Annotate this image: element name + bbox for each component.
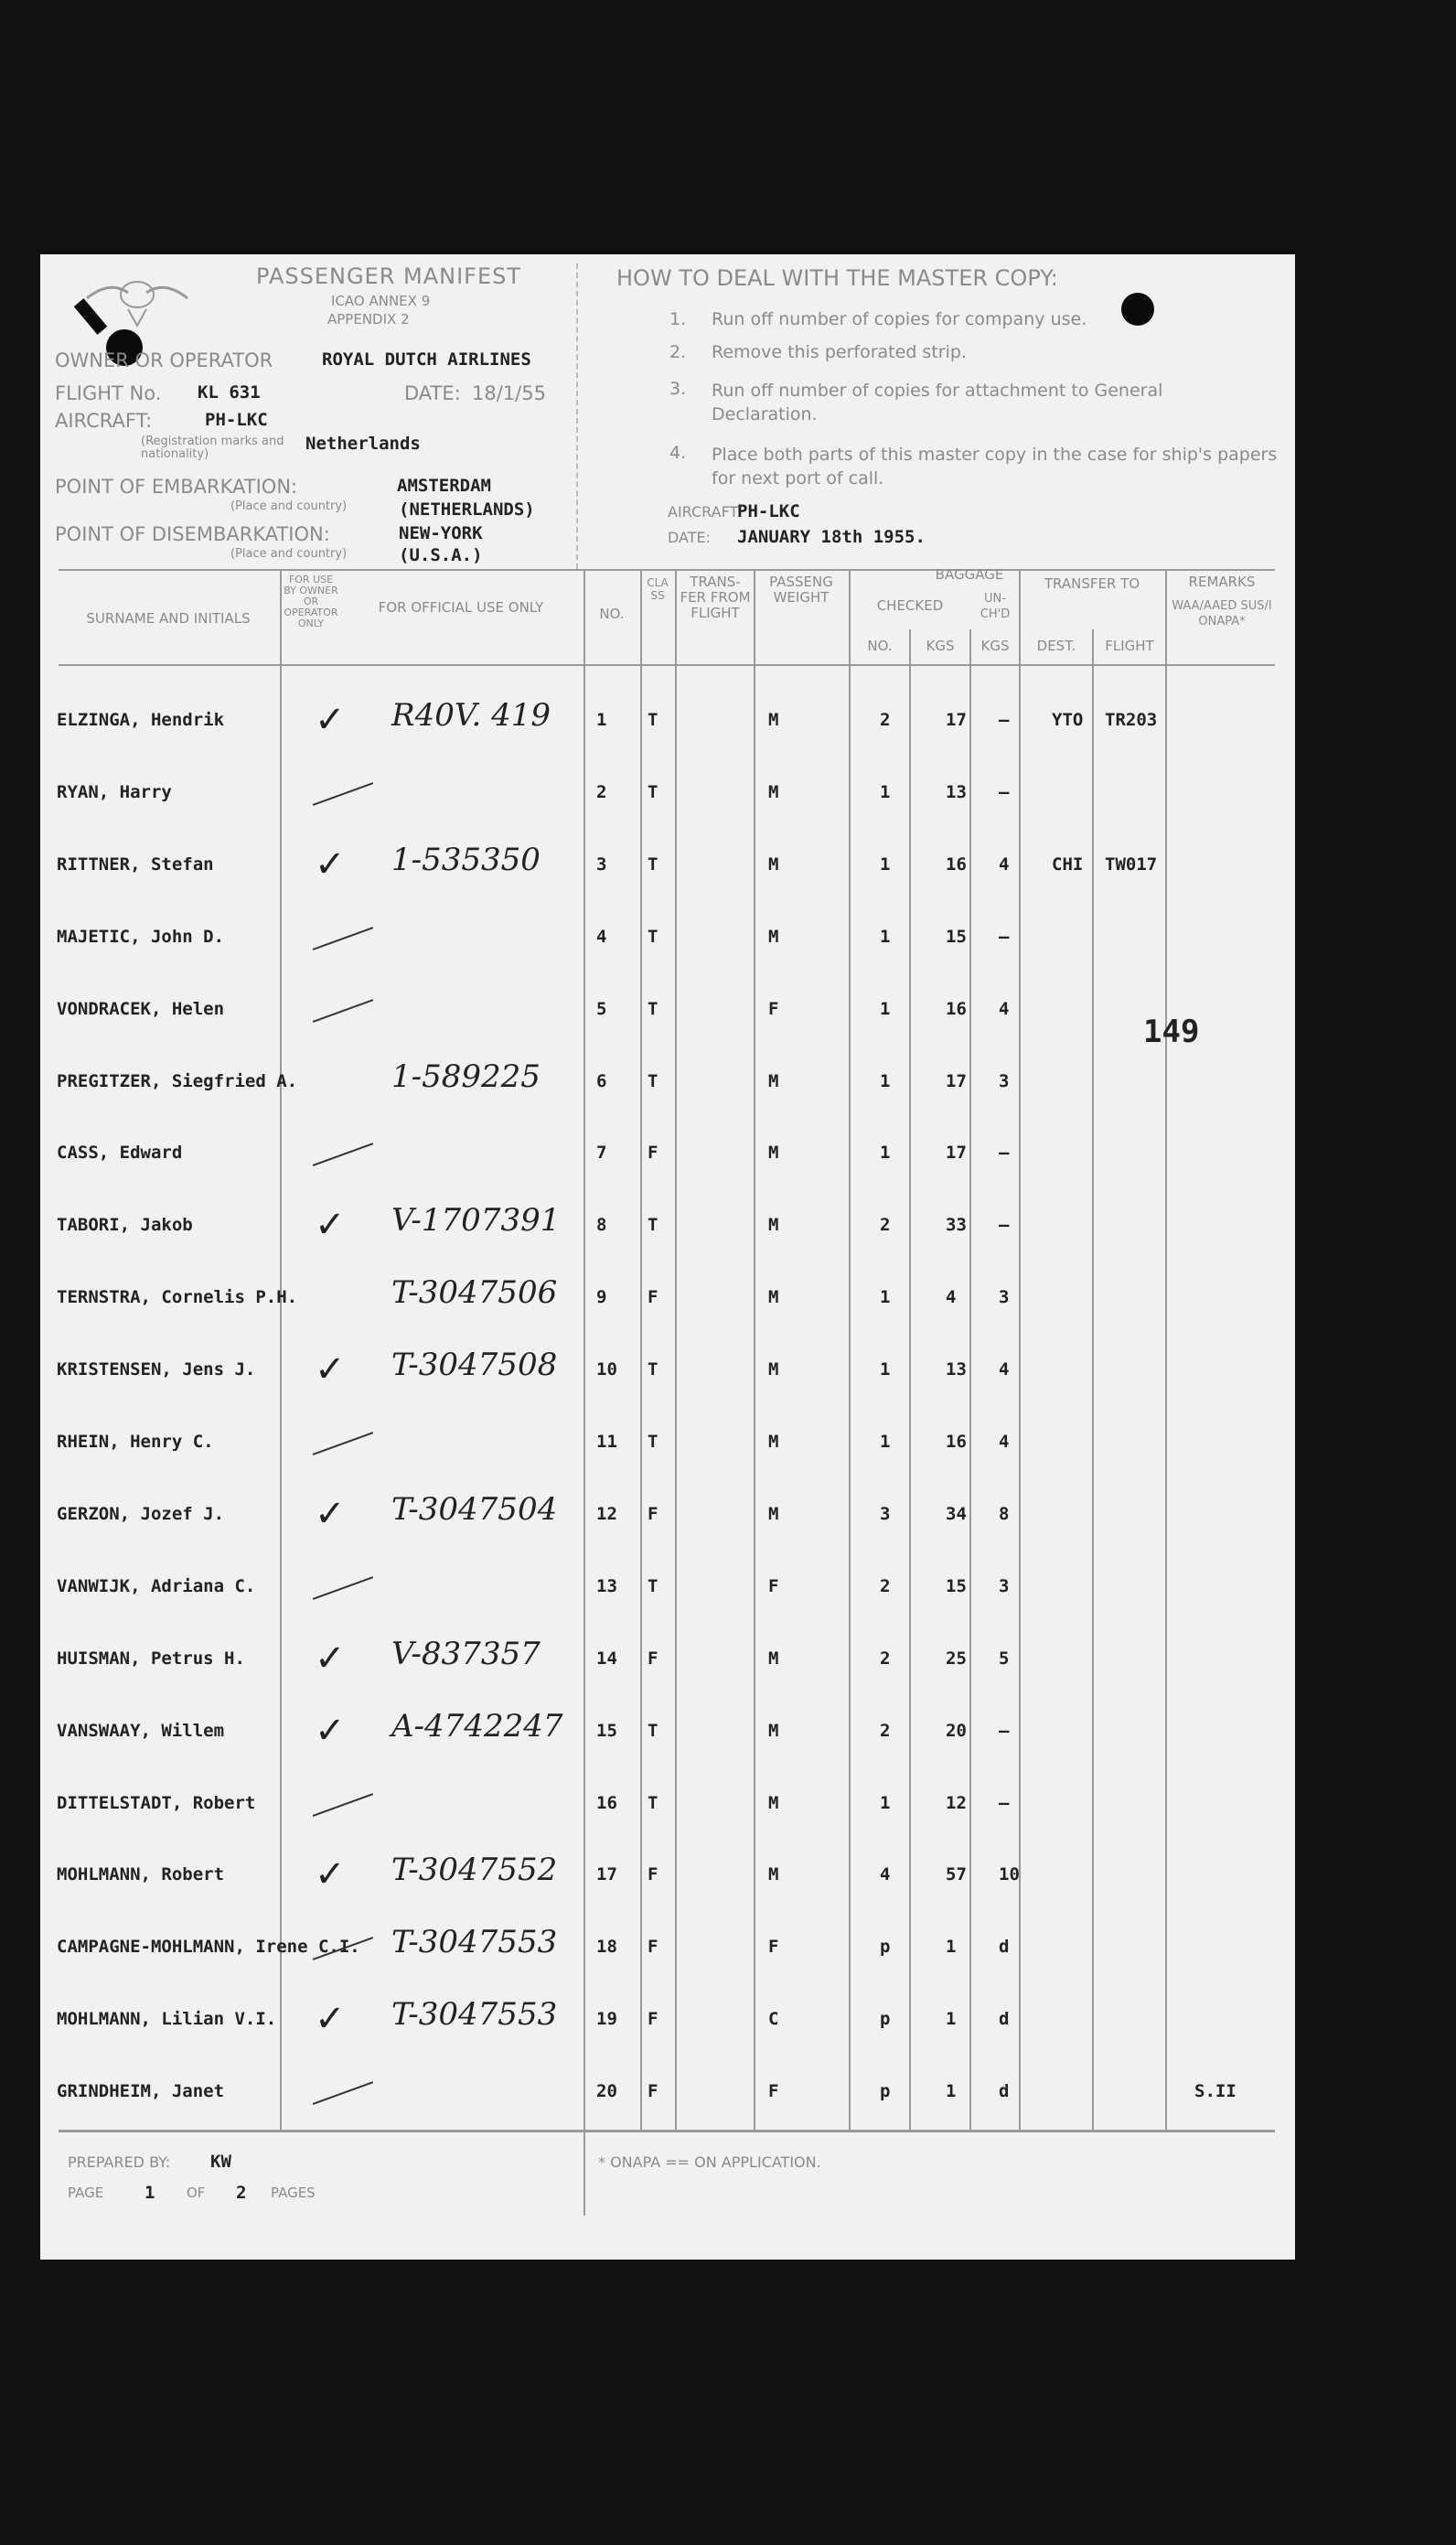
- passenger-no: 6: [596, 1070, 607, 1091]
- baggage-count: p: [880, 2081, 891, 2102]
- passenger-weight: F: [768, 1937, 779, 1958]
- col-header-transfer-to: TRANSFER TO: [1044, 575, 1140, 592]
- official-number: V-837357: [391, 1635, 541, 1672]
- passenger-weight: M: [768, 1215, 779, 1236]
- passenger-name: DITTELSTADT, Robert: [57, 1792, 256, 1813]
- passenger-no: 8: [596, 1215, 607, 1236]
- unchecked-kgs: –: [999, 1720, 1010, 1741]
- manifest-subtitle: ICAO ANNEX 9: [331, 293, 431, 309]
- passenger-no: 4: [596, 926, 607, 947]
- baggage-kgs: 33: [946, 1215, 967, 1236]
- passenger-weight: C: [768, 2009, 779, 2030]
- passenger-weight: M: [768, 1070, 779, 1091]
- passenger-class: T: [648, 998, 658, 1019]
- passenger-no: 20: [596, 2081, 617, 2102]
- table-row: [40, 1992, 1295, 2064]
- passenger-no: 7: [596, 1143, 607, 1164]
- passenger-name: VANSWAAY, Willem: [57, 1720, 225, 1741]
- registration-value: Netherlands: [305, 434, 421, 454]
- tick-stroke-icon: [313, 1576, 373, 1600]
- table-row: [40, 1271, 1295, 1342]
- passenger-name: VANWIJK, Adriana C.: [57, 1575, 256, 1596]
- col-header-baggage: BAGGAGE: [935, 566, 1004, 583]
- passenger-weight: M: [768, 1864, 779, 1885]
- baggage-count: 2: [880, 710, 891, 730]
- col-header-unchd-kgs: KGS: [980, 638, 1010, 654]
- baggage-kgs: 16: [946, 998, 967, 1019]
- passenger-class: F: [648, 2009, 658, 2030]
- passenger-no: 18: [596, 1937, 617, 1958]
- passenger-no: 16: [596, 1792, 617, 1813]
- passenger-class: T: [648, 781, 658, 802]
- checkmark-icon: ✓: [315, 1637, 346, 1680]
- col-header-official: FOR OFFICIAL USE ONLY: [378, 599, 544, 616]
- baggage-kgs: 16: [946, 1432, 967, 1452]
- baggage-kgs: 17: [946, 1143, 967, 1164]
- unchecked-kgs: –: [999, 781, 1010, 802]
- passenger-no: 12: [596, 1503, 617, 1524]
- baggage-count: 1: [880, 998, 891, 1019]
- checkmark-icon: ✓: [315, 1348, 346, 1391]
- disembark-label: POINT OF DISEMBARKATION:: [55, 523, 330, 545]
- official-number: T-3047504: [391, 1490, 558, 1528]
- baggage-count: 4: [880, 1864, 891, 1885]
- table-row: [40, 766, 1295, 837]
- checkmark-icon: ✓: [315, 1709, 346, 1752]
- baggage-kgs: 16: [946, 854, 967, 875]
- col-header-remarks-sub: WAA/AAED SUS/I ONAPA*: [1172, 599, 1272, 628]
- step-1-text: Run off number of copies for company use.: [712, 309, 1087, 329]
- official-number: A-4742247: [391, 1707, 563, 1745]
- baggage-count: 1: [880, 926, 891, 947]
- passenger-weight: F: [768, 998, 779, 1019]
- passenger-class: T: [648, 854, 658, 875]
- col-header-checked: CHECKED: [876, 597, 944, 614]
- table-row: [40, 1848, 1295, 1919]
- passenger-no: 5: [596, 998, 607, 1019]
- official-number: T-3047552: [391, 1852, 558, 1889]
- date-value: 18/1/55: [472, 382, 546, 404]
- passenger-no: 19: [596, 2009, 617, 2030]
- passenger-name: CASS, Edward: [57, 1143, 183, 1164]
- step-3-text: Run off number of copies for attachment to General Declaration.: [712, 381, 1163, 424]
- passenger-no: 11: [596, 1432, 617, 1452]
- passenger-class: F: [648, 1937, 658, 1958]
- right-date-label: DATE:: [668, 529, 712, 546]
- baggage-count: 1: [880, 1070, 891, 1091]
- step-2-text: Remove this perforated strip.: [712, 342, 967, 362]
- passenger-class: T: [648, 1720, 658, 1741]
- baggage-count: 2: [880, 1215, 891, 1236]
- page-label: PAGE: [68, 2185, 104, 2201]
- col-header-remarks: REMARKS: [1188, 574, 1256, 590]
- passenger-name: MOHLMANN, Lilian V.I.: [57, 2009, 277, 2030]
- pages-label: PAGES: [271, 2185, 316, 2201]
- step-3-number: 3.: [669, 379, 687, 399]
- passenger-no: 9: [596, 1287, 607, 1308]
- date-label: DATE:: [404, 382, 461, 404]
- passenger-class: T: [648, 1575, 658, 1596]
- baggage-kgs: 15: [946, 1575, 967, 1596]
- col-header-transfer-from: TRANS-FER FROM FLIGHT: [680, 574, 751, 621]
- transfer-dest: YTO: [1052, 710, 1084, 730]
- passenger-weight: M: [768, 1143, 779, 1164]
- perforation-line: [576, 263, 578, 569]
- baggage-kgs: 17: [946, 1070, 967, 1091]
- checkmark-icon: ✓: [315, 1998, 346, 2041]
- baggage-count: p: [880, 1937, 891, 1958]
- passenger-class: F: [648, 1287, 658, 1308]
- baggage-kgs: 1: [946, 2081, 957, 2102]
- flight-label: FLIGHT No.: [55, 382, 162, 404]
- flight-value: KL 631: [198, 382, 261, 403]
- checkmark-icon: ✓: [315, 699, 346, 741]
- owner-label: OWNER OR OPERATOR: [55, 349, 273, 371]
- passenger-class: F: [648, 1864, 658, 1885]
- col-header-dest: DEST.: [1036, 638, 1076, 654]
- unchecked-kgs: 4: [999, 1359, 1010, 1380]
- baggage-kgs: 17: [946, 710, 967, 730]
- table-row: [40, 1126, 1295, 1197]
- baggage-count: 1: [880, 854, 891, 875]
- passenger-weight: M: [768, 1792, 779, 1813]
- passenger-no: 3: [596, 854, 607, 875]
- baggage-count: 1: [880, 781, 891, 802]
- remarks: S.II: [1194, 2081, 1237, 2102]
- registration-label: (Registration marks and nationality): [141, 435, 284, 461]
- page-total: 2: [236, 2183, 247, 2203]
- passenger-name: KRISTENSEN, Jens J.: [57, 1359, 256, 1380]
- unchecked-kgs: 8: [999, 1503, 1010, 1524]
- table-row: [40, 2065, 1295, 2136]
- of-label: OF: [187, 2185, 206, 2201]
- official-number: T-3047553: [391, 1996, 558, 2034]
- passenger-class: T: [648, 1432, 658, 1452]
- table-row: [40, 1560, 1295, 1631]
- step-4-number: 4.: [669, 443, 687, 463]
- passenger-no: 2: [596, 781, 607, 802]
- unchecked-kgs: –: [999, 710, 1010, 730]
- embark-hint: (Place and country): [230, 499, 348, 513]
- prepared-by-value: KW: [210, 2152, 231, 2172]
- passenger-class: F: [648, 2081, 658, 2102]
- official-number: 1-589225: [391, 1058, 541, 1095]
- col-header-bag-no: NO.: [867, 638, 893, 654]
- baggage-kgs: 1: [946, 2009, 957, 2030]
- disembark-value-country: (U.S.A.): [399, 545, 483, 565]
- baggage-count: 2: [880, 1720, 891, 1741]
- table-row: [40, 1920, 1295, 1992]
- passenger-class: T: [648, 710, 658, 730]
- unchecked-kgs: 4: [999, 854, 1010, 875]
- passenger-class: F: [648, 1143, 658, 1164]
- col-header-class: CLASS: [647, 576, 669, 602]
- manifest-sheet: [40, 254, 1295, 2260]
- passenger-name: MAJETIC, John D.: [57, 926, 225, 947]
- passenger-class: T: [648, 1359, 658, 1380]
- col-header-flight: FLIGHT: [1105, 638, 1154, 654]
- unchecked-kgs: d: [999, 2081, 1010, 2102]
- manifest-appendix: APPENDIX 2: [327, 311, 410, 328]
- col-header-owner-use: FOR USE BY OWNER OR OPERATOR ONLY: [284, 574, 338, 629]
- passenger-name: MOHLMANN, Robert: [57, 1864, 225, 1885]
- passenger-no: 17: [596, 1864, 617, 1885]
- tick-stroke-icon: [313, 782, 373, 806]
- table-row: [40, 1415, 1295, 1487]
- baggage-count: 1: [880, 1143, 891, 1164]
- passenger-class: T: [648, 1070, 658, 1091]
- page-number: 1: [145, 2183, 155, 2203]
- table-row: [40, 983, 1295, 1054]
- baggage-kgs: 25: [946, 1648, 967, 1669]
- baggage-kgs: 15: [946, 926, 967, 947]
- embark-value: AMSTERDAM: [397, 476, 491, 496]
- passenger-weight: M: [768, 1503, 779, 1524]
- table-top-rule: [59, 569, 1275, 571]
- table-row: [40, 1343, 1295, 1414]
- col-header-surname: SURNAME AND INITIALS: [86, 610, 251, 627]
- baggage-count: 1: [880, 1792, 891, 1813]
- table-row: [40, 1487, 1295, 1559]
- passenger-name: RITTNER, Stefan: [57, 854, 214, 875]
- table-row: [40, 1632, 1295, 1703]
- official-number: V-1707391: [391, 1202, 561, 1240]
- tick-stroke-icon: [313, 1793, 373, 1817]
- disembark-hint: (Place and country): [230, 547, 348, 561]
- passenger-weight: M: [768, 1720, 779, 1741]
- passenger-name: GRINDHEIM, Janet: [57, 2081, 225, 2102]
- passenger-class: F: [648, 1648, 658, 1669]
- col-header-unchd: UN-CH'D: [980, 592, 1011, 621]
- tick-stroke-icon: [313, 999, 373, 1023]
- official-number: T-3047508: [391, 1347, 558, 1384]
- passenger-weight: M: [768, 854, 779, 875]
- passenger-weight: M: [768, 781, 779, 802]
- tick-stroke-icon: [313, 1432, 373, 1455]
- passenger-name: HUISMAN, Petrus H.: [57, 1648, 245, 1669]
- table-row: [40, 1777, 1295, 1848]
- baggage-count: 2: [880, 1648, 891, 1669]
- unchecked-kgs: 3: [999, 1575, 1010, 1596]
- passenger-no: 10: [596, 1359, 617, 1380]
- official-number: T-3047506: [391, 1274, 558, 1312]
- passenger-no: 1: [596, 710, 607, 730]
- passenger-name: VONDRACEK, Helen: [57, 998, 225, 1019]
- checkmark-icon: ✓: [315, 843, 346, 886]
- unchecked-kgs: 4: [999, 998, 1010, 1019]
- passenger-weight: M: [768, 1648, 779, 1669]
- unchecked-kgs: 4: [999, 1432, 1010, 1452]
- passenger-weight: M: [768, 1359, 779, 1380]
- unchecked-kgs: –: [999, 1792, 1010, 1813]
- passenger-no: 15: [596, 1720, 617, 1741]
- passenger-class: T: [648, 1792, 658, 1813]
- passenger-name: ELZINGA, Hendrik: [57, 710, 225, 730]
- right-aircraft-label: AIRCRAFT:: [668, 503, 742, 521]
- instructions-title: HOW TO DEAL WITH THE MASTER COPY:: [616, 265, 1058, 291]
- step-4-text: Place both parts of this master copy in the case for ship's papers for next port of call.: [712, 445, 1278, 489]
- right-aircraft-value: PH-LKC: [737, 501, 800, 521]
- prepared-by-label: PREPARED BY:: [68, 2153, 171, 2171]
- passenger-class: F: [648, 1503, 658, 1524]
- baggage-count: p: [880, 2009, 891, 2030]
- passenger-no: 13: [596, 1575, 617, 1596]
- table-row: [40, 910, 1295, 982]
- passenger-name: RHEIN, Henry C.: [57, 1432, 214, 1452]
- passenger-weight: M: [768, 1287, 779, 1308]
- baggage-count: 3: [880, 1503, 891, 1524]
- col-header-bag-kgs: KGS: [926, 638, 955, 654]
- disembark-value: NEW-YORK: [399, 523, 483, 543]
- page-stamp: 149: [1143, 1014, 1200, 1050]
- official-number: 1-535350: [391, 841, 541, 878]
- col-header-no: NO.: [599, 606, 625, 622]
- transfer-flight: TW017: [1105, 854, 1158, 875]
- transfer-flight: TR203: [1105, 710, 1158, 730]
- unchecked-kgs: 5: [999, 1648, 1010, 1669]
- unchecked-kgs: 3: [999, 1287, 1010, 1308]
- owner-value: ROYAL DUTCH AIRLINES: [322, 349, 531, 370]
- baggage-count: 1: [880, 1359, 891, 1380]
- embark-label: POINT OF EMBARKATION:: [55, 476, 298, 498]
- unchecked-kgs: –: [999, 1143, 1010, 1164]
- manifest-title: PASSENGER MANIFEST: [256, 263, 522, 289]
- baggage-kgs: 1: [946, 1937, 957, 1958]
- tick-stroke-icon: [313, 2081, 373, 2105]
- passenger-name: RYAN, Harry: [57, 781, 172, 802]
- baggage-kgs: 13: [946, 1359, 967, 1380]
- unchecked-kgs: 10: [999, 1864, 1020, 1885]
- tick-stroke-icon: [313, 927, 373, 950]
- unchecked-kgs: d: [999, 1937, 1010, 1958]
- transfer-dest: CHI: [1052, 854, 1084, 875]
- baggage-kgs: 20: [946, 1720, 967, 1741]
- unchecked-kgs: d: [999, 2009, 1010, 2030]
- step-1-number: 1.: [669, 309, 687, 329]
- table-row: [40, 1198, 1295, 1270]
- punch-hole: [1121, 293, 1154, 326]
- baggage-kgs: 13: [946, 781, 967, 802]
- embark-value-country: (NETHERLANDS): [399, 499, 535, 520]
- table-row: [40, 1055, 1295, 1126]
- aircraft-label: AIRCRAFT:: [55, 410, 153, 432]
- passenger-weight: M: [768, 926, 779, 947]
- table-row: [40, 1704, 1295, 1776]
- baggage-kgs: 12: [946, 1792, 967, 1813]
- onapa-note: * ONAPA == ON APPLICATION.: [598, 2153, 821, 2171]
- unchecked-kgs: 3: [999, 1070, 1010, 1091]
- baggage-count: 1: [880, 1287, 891, 1308]
- tick-stroke-icon: [313, 1143, 373, 1166]
- official-number: T-3047553: [391, 1924, 558, 1961]
- passenger-weight: F: [768, 1575, 779, 1596]
- right-date-value: JANUARY 18th 1955.: [737, 527, 926, 547]
- unchecked-kgs: –: [999, 1215, 1010, 1236]
- passenger-class: T: [648, 926, 658, 947]
- col-header-weight: PASSENG WEIGHT: [769, 574, 833, 606]
- passenger-weight: M: [768, 710, 779, 730]
- baggage-kgs: 34: [946, 1503, 967, 1524]
- passenger-name: GERZON, Jozef J.: [57, 1503, 225, 1524]
- table-row: [40, 693, 1295, 765]
- aircraft-value: PH-LKC: [205, 410, 268, 430]
- checkmark-icon: ✓: [315, 1204, 346, 1247]
- step-2-number: 2.: [669, 342, 687, 362]
- passenger-weight: F: [768, 2081, 779, 2102]
- checkmark-icon: ✓: [315, 1853, 346, 1896]
- table-row: [40, 838, 1295, 909]
- baggage-count: 2: [880, 1575, 891, 1596]
- baggage-count: 1: [880, 1432, 891, 1452]
- baggage-kgs: 4: [946, 1287, 957, 1308]
- passenger-no: 14: [596, 1648, 617, 1669]
- passenger-name: TERNSTRA, Cornelis P.H.: [57, 1287, 298, 1308]
- passenger-name: PREGITZER, Siegfried A.: [57, 1070, 298, 1091]
- passenger-weight: M: [768, 1432, 779, 1452]
- official-number: R40V. 419: [391, 697, 551, 734]
- passenger-name: CAMPAGNE-MOHLMANN, Irene C.I.: [57, 1937, 360, 1958]
- baggage-kgs: 57: [946, 1864, 967, 1885]
- checkmark-icon: ✓: [315, 1492, 346, 1535]
- passenger-class: T: [648, 1215, 658, 1236]
- passenger-name: TABORI, Jakob: [57, 1215, 193, 1236]
- airline-logo-icon: [82, 262, 192, 335]
- unchecked-kgs: –: [999, 926, 1010, 947]
